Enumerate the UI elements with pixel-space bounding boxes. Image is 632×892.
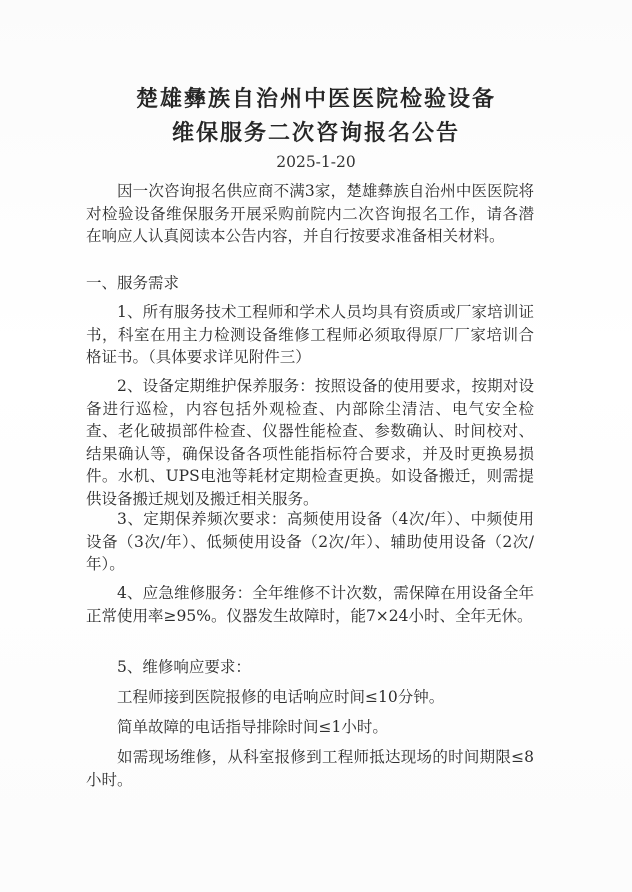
- service-item-2: 2、设备定期维护保养服务：按照设备的使用要求，按期对设备进行巡检，内容包括外观检查、内部除尘清洁、电气安全检查、老化破损部件检查、仪器性能检查、参数确认、时间校对、结果确认等，确保设备各项性能指标符合要求，并及时更换易损件。水机、UPS电池等耗材定期检查更换。如设备搬迁，则需提供设备搬迁规划及搬迁相关服务。: [86, 377, 534, 508]
- service-item-4: 4、应急维修服务：全年维修不计次数，需保障在用设备全年正常使用率≥95%。仪器发生故障时，能7×24小时、全年无休。: [86, 584, 534, 625]
- document-title-line1: 楚雄彝族自治州中医医院检验设备: [135, 86, 496, 112]
- section-heading-service: 一、服务需求: [86, 274, 180, 292]
- intro-paragraph: 因一次咨询报名供应商不满3家，楚雄彝族自治州中医医院将对检验设备维保服务开展采购前院内二次咨询报名工作，请各潜在响应人认真阅读本公告内容，并自行按要求准备相关材料。: [86, 182, 534, 245]
- service-item-3: 3、定期保养频次要求：高频使用设备（4次/年）、中频使用设备（3次/年）、低频使用设备（2次/年）、辅助使用设备（2次/年）。: [86, 510, 534, 573]
- response-requirement-onsite: 如需现场维修，从科室报修到工程师抵达现场的时间期限≤8小时。: [86, 748, 534, 789]
- response-requirement-phone: 工程师接到医院报修的电话响应时间≤10分钟。: [117, 688, 445, 706]
- document-title-line2: 维保服务二次咨询报名公告: [171, 120, 460, 146]
- service-item-1: 1、所有服务技术工程师和学术人员均具有资质或厂家培训证书，科室在用主力检测设备维修工程师必须取得原厂厂家培训合格证书。（具体要求详见附件三）: [86, 303, 534, 366]
- document-date: 2025-1-20: [276, 153, 356, 171]
- service-item-5: 5、维修响应要求：: [117, 658, 251, 676]
- response-requirement-guidance: 简单故障的电话指导排除时间≤1小时。: [117, 718, 388, 736]
